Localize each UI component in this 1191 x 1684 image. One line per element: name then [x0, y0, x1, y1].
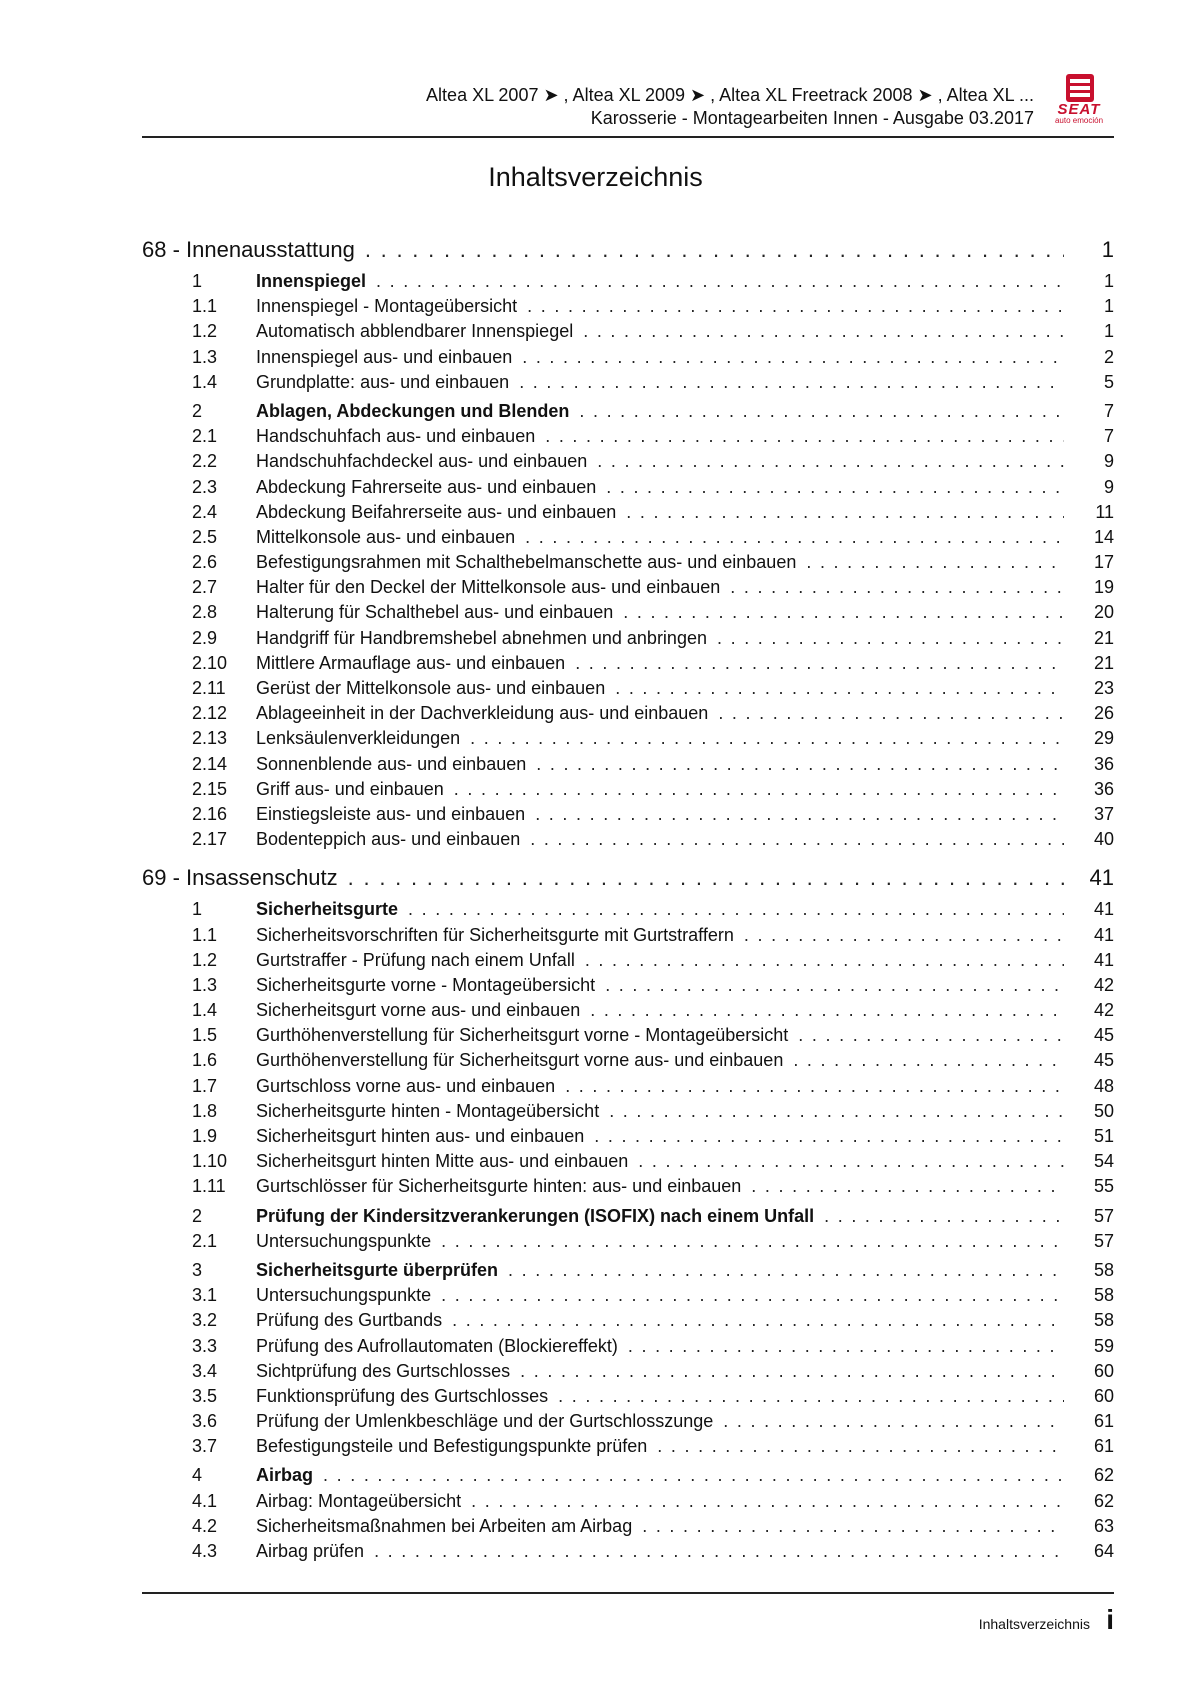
toc-entry[interactable] — [142, 1308, 1114, 1333]
toc-entry[interactable] — [142, 319, 1114, 344]
toc-page: 62 — [1093, 1490, 1114, 1511]
header-text — [426, 84, 1034, 130]
toc-title: Prüfung der Umlenkbeschläge und der Gurtschlosszunge — [256, 1411, 714, 1432]
toc-entry[interactable] — [142, 1409, 1114, 1434]
toc-entry[interactable] — [142, 1334, 1114, 1359]
toc-entry[interactable] — [142, 1074, 1114, 1099]
toc-title: Einstiegsleiste aus- und einbauen — [256, 803, 526, 824]
toc-entry[interactable] — [142, 701, 1114, 726]
toc-title: Funktionsprüfung des Gurtschlosses — [256, 1385, 549, 1406]
toc-entry[interactable] — [142, 827, 1114, 852]
toc-title: Untersuchungspunkte — [256, 1285, 432, 1306]
toc-title: Grundplatte: aus- und einbauen — [256, 371, 510, 392]
toc-title: Bodenteppich aus- und einbauen — [256, 829, 521, 850]
toc-page: 29 — [1093, 728, 1114, 749]
toc-number: 1.4 — [192, 1000, 218, 1021]
toc-number: 4 — [192, 1465, 203, 1486]
toc-page: 58 — [1093, 1285, 1114, 1306]
toc-entry[interactable] — [142, 1099, 1114, 1124]
logo-wordmark: SEAT — [1057, 101, 1101, 118]
toc-title: Handschuhfachdeckel aus- und einbauen — [256, 451, 588, 472]
toc-page: 20 — [1093, 602, 1114, 623]
toc-page: 61 — [1093, 1436, 1114, 1457]
toc-title: Gurthöhenverstellung für Sicherheitsgurt vorne - Montageübersicht — [256, 1025, 789, 1046]
toc-page: 62 — [1093, 1465, 1114, 1486]
toc-title: Sicherheitsgurte hinten - Montageübersicht — [256, 1100, 600, 1121]
toc-number: 1.5 — [192, 1025, 218, 1046]
toc-title: Gurthöhenverstellung für Sicherheitsgurt vorne aus- und einbauen — [256, 1050, 784, 1071]
toc-page: 9 — [1103, 476, 1114, 497]
toc-entry[interactable] — [142, 777, 1114, 802]
toc-title: Gerüst der Mittelkonsole aus- und einbauen — [256, 678, 606, 698]
toc-number: 2.9 — [192, 627, 218, 648]
toc-page: 41 — [1089, 865, 1114, 891]
toc-title: Airbag prüfen — [256, 1541, 365, 1561]
toc-title: Sicherheitsgurt hinten aus- und einbauen — [256, 1126, 585, 1146]
toc-number: 2 — [192, 400, 203, 421]
page-title: Inhaltsverzeichnis — [488, 162, 703, 192]
toc-number: 1 — [192, 271, 203, 291]
toc-entry[interactable] — [142, 1359, 1114, 1384]
toc-number: 2.7 — [192, 577, 218, 598]
toc-page: 51 — [1093, 1126, 1114, 1146]
toc-entry[interactable] — [142, 1384, 1114, 1409]
header-subtitle: Karosserie - Montagearbeiten Innen - Ausgabe 03.2017 — [590, 108, 1034, 128]
toc-page: 42 — [1093, 1000, 1114, 1021]
toc-title: Sicherheitsgurt hinten Mitte aus- und einbauen — [256, 1151, 629, 1172]
toc-entry[interactable] — [142, 575, 1114, 600]
toc-title: Untersuchungspunkte — [256, 1230, 432, 1251]
toc-title: Gurtschloss vorne aus- und einbauen — [256, 1075, 556, 1096]
toc-title: Innenspiegel aus- und einbauen — [256, 346, 513, 367]
toc-number: 2.1 — [192, 426, 218, 447]
toc-title: Abdeckung Beifahrerseite aus- und einbauen — [256, 501, 617, 522]
toc-entry[interactable] — [142, 475, 1114, 500]
toc-title: Sicherheitsgurte vorne - Montageübersicht — [256, 974, 596, 995]
toc-number: 2.10 — [192, 652, 228, 673]
toc-page: 48 — [1093, 1075, 1114, 1096]
toc-title: Innenspiegel — [256, 271, 367, 291]
toc-number: 3.6 — [192, 1411, 218, 1432]
toc-number: 4.3 — [192, 1541, 218, 1561]
toc-page: 42 — [1093, 974, 1114, 995]
toc-page: 59 — [1093, 1335, 1114, 1356]
seat-s-icon — [1064, 72, 1096, 104]
toc-entry[interactable] — [142, 449, 1114, 474]
toc-entry[interactable] — [142, 500, 1114, 525]
toc-entry[interactable] — [142, 1023, 1114, 1048]
toc-entry[interactable] — [142, 525, 1114, 550]
toc-page: 1 — [1103, 296, 1114, 317]
toc-entry[interactable] — [142, 550, 1114, 575]
toc-page: 9 — [1103, 451, 1114, 472]
toc-section[interactable] — [142, 1463, 1114, 1488]
toc-number: 2.11 — [192, 678, 226, 698]
toc-chapter-68[interactable] — [142, 234, 1114, 265]
toc-title: Handschuhfach aus- und einbauen — [256, 426, 536, 447]
toc-page: 14 — [1093, 526, 1114, 547]
toc-number: 4.1 — [192, 1490, 218, 1511]
toc-entry[interactable] — [142, 626, 1114, 651]
seat-logo — [1046, 72, 1112, 128]
toc-title: 69 - Insassenschutz — [142, 865, 338, 891]
toc-title: Handgriff für Handbremshebel abnehmen und anbringen — [256, 627, 707, 648]
toc-number: 4.2 — [192, 1515, 218, 1536]
toc-title: Sicherheitsvorschriften für Sicherheitsgurte mit Gurtstraffern — [256, 924, 734, 945]
toc-title: Lenksäulenverkleidungen — [256, 728, 461, 749]
toc-title: Sicherheitsgurte — [256, 899, 399, 920]
toc-entry[interactable] — [142, 1149, 1114, 1174]
toc-page: 36 — [1093, 778, 1114, 799]
toc-title: Sonnenblende aus- und einbauen — [256, 753, 527, 774]
toc-number: 2.3 — [192, 476, 218, 497]
toc-title: Befestigungsrahmen mit Schalthebelmanschette aus- und einbauen — [256, 552, 797, 573]
toc-page: 57 — [1093, 1230, 1114, 1251]
toc-number: 2 — [192, 1205, 203, 1226]
toc-number: 1.4 — [192, 371, 218, 392]
toc-title: Gurtschlösser für Sicherheitsgurte hinten: aus- und einbauen — [256, 1176, 742, 1197]
toc-title: Mittelkonsole aus- und einbauen — [256, 526, 516, 547]
toc-section[interactable] — [142, 269, 1114, 294]
toc-page: 55 — [1093, 1176, 1114, 1197]
toc-number: 1.11 — [192, 1176, 226, 1197]
toc-number: 1.6 — [192, 1050, 218, 1071]
toc-title: Halter für den Deckel der Mittelkonsole aus- und einbauen — [256, 577, 721, 598]
header-models: Altea XL 2007 ➤ , Altea XL 2009 ➤ , Altea XL Freetrack 2008 ➤ , Altea XL ... — [426, 85, 1034, 105]
toc-entry[interactable] — [142, 651, 1114, 676]
toc-number: 2.4 — [192, 501, 218, 522]
toc-entry[interactable] — [142, 1539, 1114, 1564]
toc-page: 1 — [1101, 237, 1114, 262]
toc-number: 3.2 — [192, 1310, 218, 1331]
toc-number: 2.16 — [192, 803, 228, 824]
toc-title: 68 - Innenausstattung — [142, 237, 355, 262]
toc-entry[interactable] — [142, 676, 1114, 701]
toc-page: 2 — [1103, 346, 1114, 367]
toc-number: 2.14 — [192, 753, 228, 774]
toc-entry[interactable] — [142, 998, 1114, 1023]
toc-title: Sicherheitsmaßnahmen bei Arbeiten am Airbag — [256, 1515, 633, 1536]
toc-title: Griff aus- und einbauen — [256, 778, 444, 799]
toc-page: 37 — [1093, 803, 1114, 824]
toc-title: Befestigungsteile und Befestigungspunkte prüfen — [256, 1436, 648, 1457]
toc-page: 45 — [1093, 1050, 1114, 1071]
toc-entry[interactable] — [142, 1229, 1114, 1254]
toc-entry[interactable] — [142, 802, 1114, 827]
toc-section[interactable] — [142, 897, 1114, 922]
toc-page: 45 — [1093, 1025, 1114, 1046]
toc-page: 19 — [1093, 577, 1114, 598]
toc-chapter-69[interactable] — [142, 862, 1114, 893]
toc-entry[interactable] — [142, 923, 1114, 948]
toc-page: 21 — [1093, 652, 1114, 673]
toc-page: 57 — [1093, 1205, 1114, 1226]
toc-title: Ablagen, Abdeckungen und Blenden — [256, 400, 570, 421]
toc-number: 1.1 — [192, 924, 218, 945]
toc-page: 50 — [1093, 1100, 1114, 1121]
toc-title: Abdeckung Fahrerseite aus- und einbauen — [256, 476, 597, 497]
toc-entry[interactable] — [142, 1434, 1114, 1459]
toc-number: 3.7 — [192, 1436, 218, 1457]
toc-number: 3.4 — [192, 1360, 218, 1381]
toc-number: 2.13 — [192, 728, 228, 749]
toc-number: 2.17 — [192, 829, 228, 850]
toc-number: 1.10 — [192, 1151, 228, 1172]
toc-title: Airbag: Montageübersicht — [256, 1490, 462, 1511]
toc-section[interactable] — [142, 1258, 1114, 1283]
toc-page: 41 — [1093, 924, 1114, 945]
toc-page: 60 — [1093, 1385, 1114, 1406]
toc-section[interactable] — [142, 1204, 1114, 1229]
toc-page: 7 — [1103, 426, 1114, 447]
toc-entry[interactable] — [142, 600, 1114, 625]
toc-entry[interactable] — [142, 726, 1114, 751]
toc-entry[interactable] — [142, 973, 1114, 998]
toc-page: 41 — [1093, 899, 1114, 920]
toc-entry[interactable] — [142, 294, 1114, 319]
toc-entry[interactable] — [142, 948, 1114, 973]
toc-page: 60 — [1093, 1360, 1114, 1381]
toc-number: 1.3 — [192, 974, 218, 995]
toc-page: 7 — [1103, 400, 1114, 421]
toc-entry[interactable] — [142, 345, 1114, 370]
toc-page: 5 — [1103, 371, 1114, 392]
toc-page: 21 — [1093, 627, 1114, 648]
toc-entry[interactable] — [142, 1124, 1114, 1149]
toc-page: 1 — [1103, 321, 1114, 342]
toc-number: 1 — [192, 899, 203, 920]
toc-number: 1.2 — [192, 949, 218, 970]
toc-page: 61 — [1093, 1411, 1114, 1432]
toc-title: Prüfung der Kindersitzverankerungen (ISOFIX) nach einem Unfall — [256, 1205, 815, 1226]
toc-page: 1 — [1103, 271, 1114, 291]
toc-page: 26 — [1093, 703, 1114, 724]
toc-number: 2.6 — [192, 552, 218, 573]
toc-entry[interactable] — [142, 1489, 1114, 1514]
logo-tagline: auto emoción — [1054, 116, 1104, 125]
toc-number: 2.5 — [192, 526, 218, 547]
toc-title: Innenspiegel - Montageübersicht — [256, 296, 518, 317]
toc-title: Sichtprüfung des Gurtschlosses — [256, 1360, 511, 1381]
toc-number: 1.1 — [192, 296, 218, 317]
toc-number: 2.2 — [192, 451, 218, 472]
toc-entry[interactable] — [142, 1048, 1114, 1073]
toc-page: 41 — [1093, 949, 1114, 970]
toc-title: Airbag — [256, 1465, 314, 1486]
footer-label: Inhaltsverzeichnis — [978, 1616, 1090, 1632]
toc-page: 36 — [1093, 753, 1114, 774]
toc-number: 1.7 — [192, 1075, 218, 1096]
toc-page: 58 — [1093, 1310, 1114, 1331]
toc-page: 58 — [1093, 1259, 1114, 1280]
toc-title: Automatisch abblendbarer Innenspiegel — [256, 321, 574, 342]
toc-number: 3.5 — [192, 1385, 218, 1406]
page-footer — [142, 1592, 1114, 1635]
toc-entry[interactable] — [142, 370, 1114, 395]
toc-title: Prüfung des Gurtbands — [256, 1310, 443, 1331]
toc-page: 40 — [1093, 829, 1114, 850]
toc-title: Mittlere Armauflage aus- und einbauen — [256, 652, 566, 673]
toc-title: Sicherheitsgurt vorne aus- und einbauen — [256, 1000, 581, 1021]
toc-page: 17 — [1093, 552, 1114, 573]
toc-page: 63 — [1093, 1515, 1114, 1536]
toc-number: 3.3 — [192, 1335, 218, 1356]
toc-entry[interactable] — [142, 752, 1114, 777]
toc-entry[interactable] — [142, 1283, 1114, 1308]
toc-title: Halterung für Schalthebel aus- und einbauen — [256, 602, 614, 623]
toc-entry[interactable] — [142, 1174, 1114, 1199]
toc-number: 1.9 — [192, 1126, 218, 1146]
toc-number: 2.1 — [192, 1230, 218, 1251]
toc-number: 3.1 — [192, 1285, 218, 1306]
toc-page: 64 — [1093, 1541, 1114, 1561]
table-of-contents — [142, 230, 1114, 1564]
toc-title: Prüfung des Aufrollautomaten (Blockiereffekt) — [256, 1335, 618, 1356]
toc-number: 2.8 — [192, 602, 218, 623]
toc-number: 1.3 — [192, 346, 218, 367]
toc-page: 11 — [1095, 501, 1114, 522]
toc-page: 54 — [1093, 1151, 1114, 1172]
page-header — [142, 84, 1114, 138]
toc-number: 3 — [192, 1259, 203, 1280]
toc-title: Ablageeinheit in der Dachverkleidung aus- und einbauen — [256, 703, 709, 724]
toc-title: Sicherheitsgurte überprüfen — [256, 1259, 499, 1280]
page-number: i — [1106, 1604, 1114, 1635]
toc-title: Gurtstraffer - Prüfung nach einem Unfall — [256, 949, 575, 970]
toc-entry[interactable] — [142, 424, 1114, 449]
toc-number: 2.15 — [192, 778, 228, 799]
toc-section[interactable] — [142, 399, 1114, 424]
toc-number: 1.8 — [192, 1100, 218, 1121]
toc-number: 2.12 — [192, 703, 228, 724]
toc-number: 1.2 — [192, 321, 218, 342]
toc-entry[interactable] — [142, 1514, 1114, 1539]
toc-page: 23 — [1093, 678, 1114, 698]
